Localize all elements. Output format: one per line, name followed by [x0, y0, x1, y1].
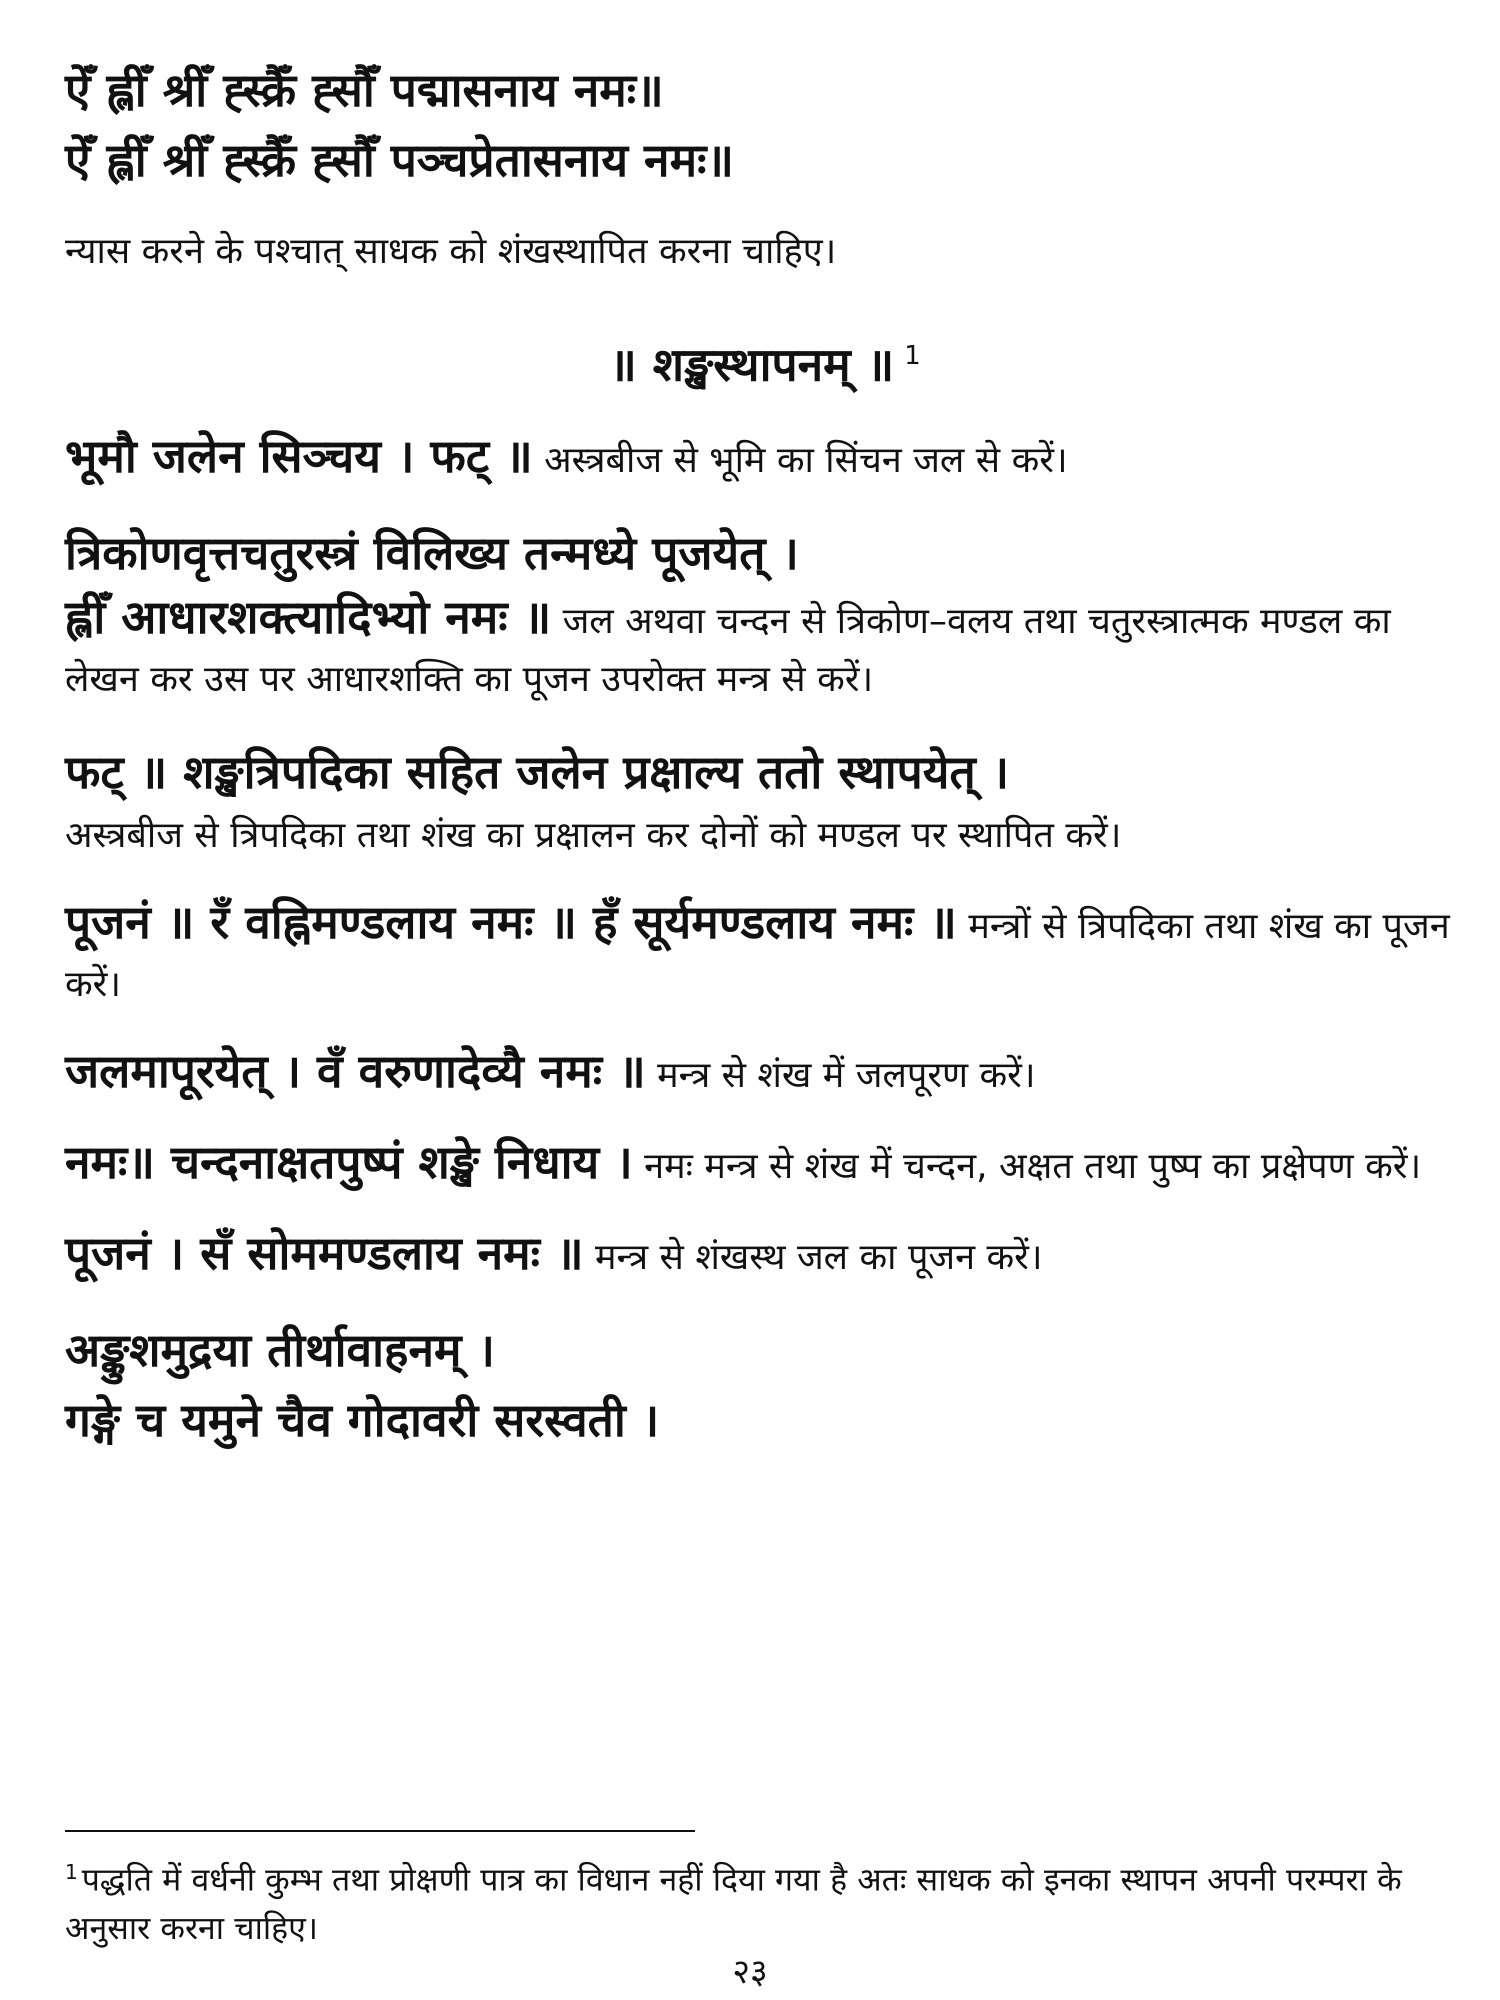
- section-heading: [65, 321, 1465, 399]
- mantra-line-1: ऐँ ह्लीँ श्रीँ ह्स्क्रैँ ह्सौँ पद्मासनाय नमः॥: [65, 63, 664, 117]
- mantra-ganga: गङ्गे च यमुने चैव गोदावरी सरस्वती ।: [65, 1393, 660, 1448]
- instruction-soma: मन्त्र से शंखस्थ जल का पूजन करें।: [583, 1237, 1043, 1279]
- page-body: [65, 55, 1465, 1455]
- page-number: २३: [732, 1952, 768, 1992]
- footnote-text: पद्धति में वर्धनी कुम्भ तथा प्रोक्षणी पात्र का विधान नहीं दिया गया है अतः साधक को इनका स्थापन अपनी परम्परा के अनुसार करना चाहिए।: [65, 1860, 1402, 1947]
- section-jalpuran: [65, 1042, 1465, 1105]
- section-chandan: [65, 1133, 1465, 1196]
- section-prakshalan: [65, 737, 1465, 865]
- heading-footnote-ref: 1: [904, 341, 921, 371]
- intro-text: न्यास करने के पश्चात् साधक को शंखस्थापित करना चाहिए।: [65, 231, 837, 272]
- mantra-ankusha: अङ्कुशमुद्रया तीर्थावाहनम् ।: [65, 1323, 495, 1378]
- heading-text: ॥ शङ्खस्थापनम् ॥: [609, 337, 895, 392]
- instruction-chandan: नमः मन्त्र से शंख में चन्दन, अक्षत तथा पुष्प का प्रक्षेपण करें।: [632, 1146, 1422, 1188]
- mantra-chandan: नमः॥ चन्दनाक्षतपुष्पं शङ्खे निधाय ।: [65, 1135, 633, 1190]
- footnote: [65, 1848, 1465, 1952]
- mantra-pujan-mandala: पूजनं ॥ रँ वह्निमण्डलाय नमः ॥ हँ सूर्यमण्डलाय नमः ॥: [65, 895, 957, 950]
- instruction-prakshalan: अस्त्रबीज से त्रिपदिका तथा शंख का प्रक्षालन कर दोनों को मण्डल पर स्थापित करें।: [65, 815, 1122, 857]
- mantra-adharshakti: ह्लीँ आधारशक्त्यादिभ्यो नमः ॥: [65, 590, 552, 645]
- paragraph-adharshakti: [65, 588, 1465, 709]
- section-pujan-mandala: [65, 893, 1465, 1014]
- section-bhumi-sinchan: [65, 427, 1465, 490]
- mantra-trikona: त्रिकोणवृत्तचतुरस्त्रं विलिख्य तन्मध्ये पूजयेत् ।: [65, 526, 799, 581]
- section-mandala: [65, 518, 1465, 709]
- section-soma: [65, 1224, 1465, 1287]
- mantra-prakshalan: फट् ॥ शङ्खत्रिपदिका सहित जलेन प्रक्षाल्य ततो स्थापयेत् ।: [65, 745, 1010, 800]
- instruction-jalpuran: मन्त्र से शंख में जलपूरण करें।: [645, 1055, 1036, 1097]
- mantra-line-2: ऐँ ह्लीँ श्रीँ ह्स्क्रैँ ह्सौँ पञ्चप्रेतासनाय नमः॥: [65, 133, 734, 187]
- section-tirtha: [65, 1315, 1465, 1455]
- mantra-bhumi: भूमौ जलेन सिञ्चय । फट् ॥: [65, 429, 533, 484]
- mantra-jalpuran: जलमापूरयेत् । वँ वरुणादेव्यै नमः ॥: [65, 1044, 646, 1099]
- instruction-mandala: जल अथवा चन्दन से त्रिकोण–वलय तथा चतुरस्त्रात्मक मण्डल का लेखन कर उस पर आधारशक्ति का पूजन उपरोक्त मन्त्र से करें।: [65, 601, 1391, 701]
- footnote-divider: [65, 1830, 695, 1832]
- mantra-soma: पूजनं । सँ सोममण्डलाय नमः ॥: [65, 1226, 584, 1281]
- footnote-marker: 1: [65, 1860, 78, 1884]
- instruction-bhumi: अस्त्रबीज से भूमि का सिंचन जल से करें।: [532, 440, 1068, 482]
- instruction-pujan-mandala: मन्त्रों से त्रिपदिका तथा शंख का पूजन करें।: [65, 906, 1450, 1006]
